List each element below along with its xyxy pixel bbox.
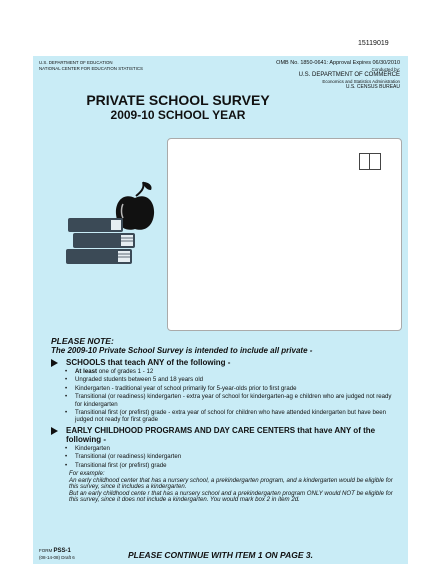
list-item-text: Transitional first (or prefirst) grade (75, 461, 167, 469)
schools-heading-text: SCHOOLS that teach ANY of the following - (66, 358, 231, 367)
list-item (65, 409, 396, 424)
page-subtitle: 2009-10 SCHOOL YEAR (110, 108, 246, 122)
please-note-lead: The 2009-10 Private School Survey is intended to include all private - (51, 346, 313, 355)
early-heading-text: EARLY CHILDHOOD PROGRAMS AND DAY CARE CENTERS that have ANY of the following - (66, 425, 376, 444)
page-title: PRIVATE SCHOOL SURVEY (86, 92, 270, 108)
example-line1: An early childhood center that has a nursery school, a prekindergarten program, and a kindergarten would be eligible for this survey, since it includes a kindergarten. (69, 476, 393, 491)
list-item-text: Ungraded students between 5 and 18 years old (75, 376, 204, 384)
list-item (65, 453, 396, 460)
list-item (65, 376, 396, 383)
list-item-text: one of grades 1 - 12 (97, 368, 154, 375)
list-item-text: Kindergarten - traditional year of school primarily for 5-year-olds prior to first grade (75, 384, 297, 392)
form-number: PSS-1 (53, 548, 71, 554)
dept-education: U.S. DEPARTMENT OF EDUCATION (39, 60, 113, 65)
books-and-apple-icon (63, 174, 163, 274)
example-line2: But an early childhood cente r that has a nursery school and a prekindergarten program ONLY would NOT be eligible for this survey, since it does not include a kindergarten. You would mark box 2 in item 2d. (69, 489, 393, 504)
mailing-label-box (167, 138, 402, 331)
conducted-by: Conducted by: (371, 67, 400, 72)
esa: Economics and Statistics Administration (322, 79, 400, 84)
form-id-number: 15119019 (358, 40, 389, 47)
list-item-text: Transitional first (or prefirst) grade - extra year of school for children who have attended kindergarten but have been judged not ready for first grade (75, 409, 387, 424)
list-item (65, 393, 396, 408)
triangle-bullet-icon (51, 359, 58, 367)
triangle-bullet-icon (51, 427, 58, 435)
please-note-heading: PLEASE NOTE: (51, 336, 114, 346)
early-childhood-section-heading (51, 426, 396, 444)
list-item-text: Transitional (or readiness) kindergarten (75, 453, 182, 461)
early-childhood-list (51, 445, 396, 469)
list-item-bold: At least (75, 368, 98, 375)
list-item (65, 462, 396, 469)
form-label: FORM (39, 548, 53, 553)
instructions (51, 336, 396, 504)
census-bureau: U.S. CENSUS BUREAU (345, 84, 400, 90)
survey-cover-panel (33, 56, 408, 564)
example-block (51, 471, 396, 504)
list-item-text: Transitional (or readiness) kindergarten - extra year of school for kindergarten-ag e children who are judged not ready for kindergarten (75, 393, 392, 408)
list-item (65, 445, 396, 452)
dept-commerce: U.S. DEPARTMENT OF COMMERCE (298, 72, 400, 78)
list-item (65, 385, 396, 392)
nces: NATIONAL CENTER FOR EDUCATION STATISTICS (39, 66, 143, 71)
example-label: For example: (69, 470, 105, 478)
continue-instruction: PLEASE CONTINUE WITH ITEM 1 ON PAGE 3. (128, 550, 313, 560)
form-date: (08-14-08) Draft 6 (39, 554, 75, 560)
stamp-box-icon (359, 153, 381, 170)
list-item (65, 368, 396, 375)
agency-left (39, 60, 143, 72)
agency-right (276, 60, 400, 91)
schools-section-heading (51, 358, 396, 367)
list-item-text: Kindergarten (75, 444, 110, 452)
omb-number: OMB No. 1850-0641: Approval Expires 06/30/2010 (276, 60, 400, 66)
schools-list (51, 368, 396, 424)
